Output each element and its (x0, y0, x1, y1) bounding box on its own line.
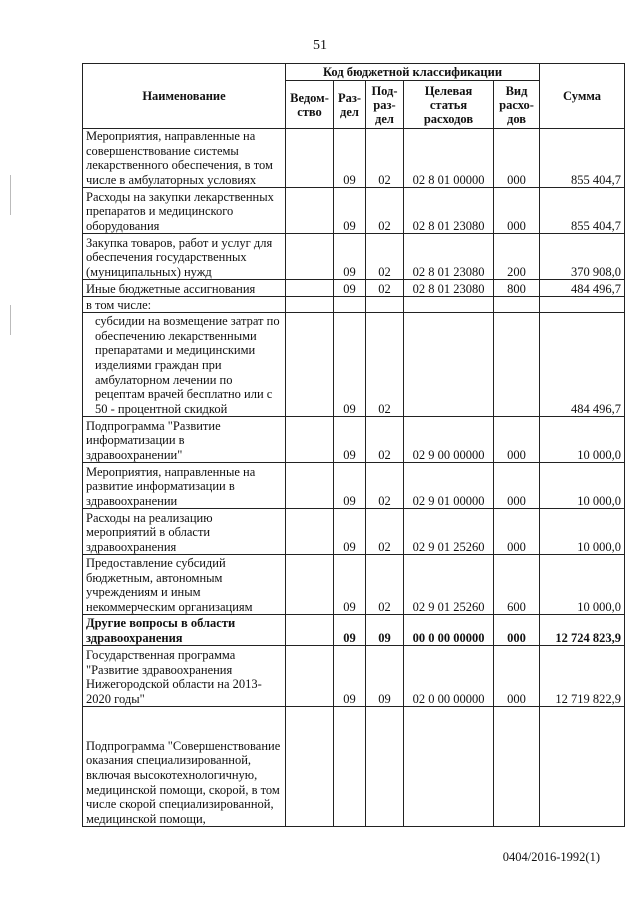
cell-podrazdel: 02 (366, 555, 404, 615)
cell-sum: 12 724 823,9 (540, 615, 625, 646)
cell-podrazdel: 02 (366, 313, 404, 417)
cell-name: субсидии на возмещение затрат по обеспечению лекарственными препаратами и медицинскими изделиями граждан при амбулаторном лечении по рецептам врачей бесплатно или с 50 - процентной скидкой (83, 313, 286, 417)
table-row (83, 188, 625, 234)
cell-name: Мероприятия, направленные на развитие информатизации в здравоохранении (83, 463, 286, 509)
cell-vedomstvo (286, 509, 334, 555)
table-row (83, 555, 625, 615)
cell-razdel (334, 297, 366, 313)
cell-podrazdel: 02 (366, 509, 404, 555)
cell-vedomstvo (286, 707, 334, 827)
budget-table (82, 63, 625, 827)
cell-csr: 02 9 01 25260 (404, 509, 494, 555)
cell-razdel: 09 (334, 129, 366, 188)
table-body (83, 129, 625, 827)
cell-podrazdel: 02 (366, 280, 404, 297)
cell-podrazdel: 09 (366, 615, 404, 646)
cell-sum: 484 496,7 (540, 313, 625, 417)
cell-vedomstvo (286, 313, 334, 417)
cell-sum: 12 719 822,9 (540, 646, 625, 707)
cell-vid: 000 (494, 463, 540, 509)
cell-name: Закупка товаров, работ и услуг для обеспечения государственных (муниципальных) нужд (83, 234, 286, 280)
cell-vedomstvo (286, 646, 334, 707)
cell-csr: 02 8 01 00000 (404, 129, 494, 188)
table-row (83, 509, 625, 555)
cell-csr: 00 0 00 00000 (404, 615, 494, 646)
header-vid: Вид расхо-дов (494, 81, 540, 129)
cell-name: Подпрограмма "Совершенствование оказания специализированной, включая высокотехнологичную, медицинской помощи, скорой, в том числе скорой специализированной, медицинской помощи, (83, 707, 286, 827)
table-row (83, 707, 625, 827)
cell-vedomstvo (286, 555, 334, 615)
cell-vedomstvo (286, 615, 334, 646)
cell-csr: 02 9 00 00000 (404, 417, 494, 463)
cell-vid: 000 (494, 417, 540, 463)
header-name: Наименование (83, 64, 286, 129)
cell-vid: 000 (494, 646, 540, 707)
cell-razdel: 09 (334, 417, 366, 463)
cell-vid: 600 (494, 555, 540, 615)
cell-vedomstvo (286, 417, 334, 463)
table-row (83, 313, 625, 417)
cell-sum: 10 000,0 (540, 417, 625, 463)
cell-csr: 02 9 01 25260 (404, 555, 494, 615)
header-podrazdel: Под-раз-дел (366, 81, 404, 129)
cell-vid (494, 707, 540, 827)
cell-csr: 02 8 01 23080 (404, 280, 494, 297)
cell-vid: 000 (494, 509, 540, 555)
document-code: 0404/2016-1992(1) (502, 850, 600, 864)
cell-csr: 02 8 01 23080 (404, 234, 494, 280)
cell-sum: 484 496,7 (540, 280, 625, 297)
cell-podrazdel: 02 (366, 463, 404, 509)
cell-name: Подпрограмма "Развитие информатизации в здравоохранении" (83, 417, 286, 463)
cell-sum: 370 908,0 (540, 234, 625, 280)
cell-name: Иные бюджетные ассигнования (83, 280, 286, 297)
cell-name: Расходы на закупки лекарственных препаратов и медицинского оборудования (83, 188, 286, 234)
cell-podrazdel: 02 (366, 234, 404, 280)
table-row (83, 646, 625, 707)
cell-csr (404, 313, 494, 417)
scan-margin-mark (10, 305, 11, 335)
header-vedomstvo: Ведом-ство (286, 81, 334, 129)
cell-razdel: 09 (334, 615, 366, 646)
table-row (83, 280, 625, 297)
cell-razdel: 09 (334, 234, 366, 280)
cell-sum: 10 000,0 (540, 509, 625, 555)
cell-sum (540, 297, 625, 313)
cell-sum (540, 707, 625, 827)
cell-name: Расходы на реализацию мероприятий в области здравоохранения (83, 509, 286, 555)
page-number: 51 (313, 38, 327, 53)
cell-podrazdel: 02 (366, 188, 404, 234)
cell-vid: 000 (494, 615, 540, 646)
cell-razdel: 09 (334, 509, 366, 555)
cell-razdel: 09 (334, 280, 366, 297)
cell-razdel: 09 (334, 646, 366, 707)
cell-vedomstvo (286, 280, 334, 297)
table-row (83, 417, 625, 463)
cell-razdel: 09 (334, 463, 366, 509)
cell-podrazdel (366, 707, 404, 827)
cell-razdel: 09 (334, 188, 366, 234)
cell-csr: 02 9 01 00000 (404, 463, 494, 509)
cell-podrazdel: 02 (366, 417, 404, 463)
cell-name: Мероприятия, направленные на совершенствование системы лекарственного обеспечения, в том числе в амбулаторных условиях (83, 129, 286, 188)
table-row (83, 615, 625, 646)
table-row (83, 297, 625, 313)
cell-csr: 02 8 01 23080 (404, 188, 494, 234)
cell-csr: 02 0 00 00000 (404, 646, 494, 707)
cell-sum: 855 404,7 (540, 188, 625, 234)
scan-margin-mark (10, 175, 11, 215)
cell-vedomstvo (286, 188, 334, 234)
cell-vid: 200 (494, 234, 540, 280)
cell-vedomstvo (286, 129, 334, 188)
cell-razdel (334, 707, 366, 827)
table-row (83, 463, 625, 509)
cell-name: Предоставление субсидий бюджетным, автономным учреждениям и иным некоммерческим организациям (83, 555, 286, 615)
cell-vedomstvo (286, 463, 334, 509)
cell-vedomstvo (286, 297, 334, 313)
cell-name: в том числе: (83, 297, 286, 313)
header-csr: Целевая статья расходов (404, 81, 494, 129)
cell-name: Другие вопросы в области здравоохранения (83, 615, 286, 646)
cell-vid (494, 313, 540, 417)
cell-podrazdel: 09 (366, 646, 404, 707)
cell-vid: 000 (494, 129, 540, 188)
cell-vid: 000 (494, 188, 540, 234)
cell-podrazdel: 02 (366, 129, 404, 188)
cell-csr (404, 707, 494, 827)
table-row (83, 129, 625, 188)
cell-razdel: 09 (334, 313, 366, 417)
cell-razdel: 09 (334, 555, 366, 615)
cell-csr (404, 297, 494, 313)
cell-podrazdel (366, 297, 404, 313)
header-sum: Сумма (540, 64, 625, 129)
cell-vid: 800 (494, 280, 540, 297)
header-razdel: Раз-дел (334, 81, 366, 129)
cell-sum: 855 404,7 (540, 129, 625, 188)
cell-sum: 10 000,0 (540, 555, 625, 615)
cell-name: Государственная программа "Развитие здравоохранения Нижегородской области на 2013-2020 годы" (83, 646, 286, 707)
cell-sum: 10 000,0 (540, 463, 625, 509)
cell-vedomstvo (286, 234, 334, 280)
cell-vid (494, 297, 540, 313)
header-code-group: Код бюджетной классификации (286, 64, 540, 81)
table-row (83, 234, 625, 280)
